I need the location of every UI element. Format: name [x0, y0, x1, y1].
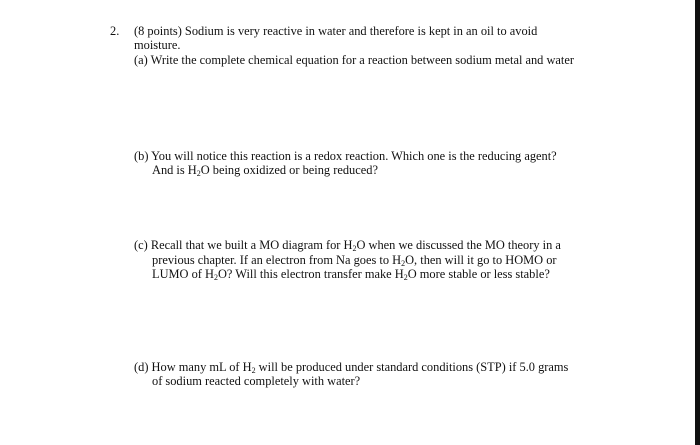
part-c-line-1: (c) Recall that we built a MO diagram for $H_2O$ when we discussed the MO theory in a: [134, 238, 561, 253]
part-c-line-3: LUMO of $H_2O$? Will this electron transfer make $H_2O$ more stable or less stable?: [152, 267, 550, 282]
part-d-line-2: of sodium reacted completely with water?: [152, 374, 361, 388]
question-intro-line-1: (8 points) Sodium is very reactive in water and therefore is kept in an oil to avoid: [134, 24, 538, 38]
part-b-line-2: And is $H_2O$ being oxidized or being reduced?: [152, 163, 378, 178]
part-c-line-2: previous chapter. If an electron from Na goes to $H_2O$, then will it go to HOMO or: [152, 253, 557, 268]
part-d-line-1: (d) How many mL of $H_2$ will be produced under standard conditions (STP) if 5.0 grams: [134, 360, 569, 375]
part-a-text: (a) Write the complete chemical equation for a reaction between sodium metal and water: [134, 53, 574, 67]
question-intro-line-2: moisture.: [134, 38, 181, 52]
part-b-line-1: (b) You will notice this reaction is a redox reaction. Which one is the reducing agent?: [134, 149, 557, 163]
screen-edge: [695, 0, 700, 445]
question-number: 2.: [110, 24, 120, 38]
